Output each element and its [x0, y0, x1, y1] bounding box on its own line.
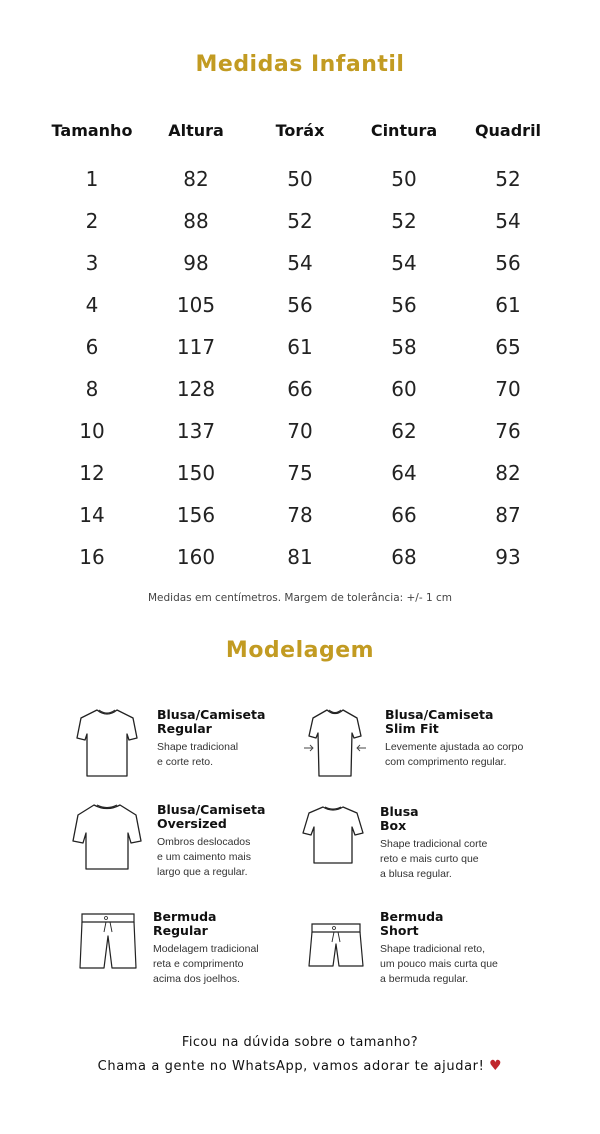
table-cell: 105 [176, 293, 216, 317]
table-row [40, 200, 560, 242]
fit-name: Bermuda Short [380, 909, 444, 938]
fit-item-box-tshirt [301, 805, 561, 895]
table-cell: 54 [287, 251, 313, 275]
table-cell: 3 [85, 251, 99, 275]
table-row [40, 494, 560, 536]
fit-item-regular-shorts [78, 910, 338, 1000]
table-cell: 76 [495, 419, 521, 443]
table-cell: 61 [495, 293, 521, 317]
table-header-row [40, 108, 560, 152]
table-cell: 128 [176, 377, 216, 401]
table-cell: 117 [176, 335, 216, 359]
column-header: Altura [168, 120, 224, 140]
fit-name: Blusa/Camiseta Regular [157, 707, 266, 736]
table-cell: 52 [495, 167, 521, 191]
table-cell: 54 [495, 209, 521, 233]
table-row [40, 536, 560, 578]
table-cell: 93 [495, 545, 521, 569]
fit-description: Shape tradicional corte reto e mais curto que a blusa regular. [380, 838, 488, 880]
table-row [40, 242, 560, 284]
table-cell: 14 [79, 503, 105, 527]
table-cell: 88 [183, 209, 209, 233]
table-cell: 52 [391, 209, 417, 233]
table-cell: 98 [183, 251, 209, 275]
table-row [40, 326, 560, 368]
table-cell: 12 [79, 461, 105, 485]
table-cell: 60 [391, 377, 417, 401]
table-cell: 82 [495, 461, 521, 485]
fit-name: Blusa/Camiseta Slim Fit [385, 707, 494, 736]
table-cell: 61 [287, 335, 313, 359]
footer-whatsapp-text: Chama a gente no WhatsApp, vamos adorar te ajudar! [97, 1059, 485, 1074]
fit-description: Shape tradicional reto, um pouco mais curta que a bermuda regular. [380, 943, 498, 985]
table-cell: 82 [183, 167, 209, 191]
column-header: Cintura [370, 120, 438, 140]
fit-description: Modelagem tradicional reta e comprimento acima dos joelhos. [153, 943, 259, 985]
table-cell: 66 [287, 377, 313, 401]
table-cell: 2 [85, 209, 99, 233]
column-header: Tamanho [51, 120, 133, 140]
fit-description: Ombros deslocados e um caimento mais largo que a regular. [157, 836, 251, 878]
regular-tshirt-icon [75, 708, 139, 780]
table-cell: 1 [85, 167, 99, 191]
table-cell: 4 [85, 293, 99, 317]
fit-description: Levemente ajustada ao corpo com comprimento regular. [385, 741, 524, 768]
column-header: Toráx [275, 120, 325, 140]
table-cell: 64 [391, 461, 417, 485]
table-cell: 52 [287, 209, 313, 233]
table-row [40, 410, 560, 452]
table-cell: 65 [495, 335, 521, 359]
table-cell: 10 [79, 419, 105, 443]
table-row [40, 158, 560, 200]
table-cell: 50 [287, 167, 313, 191]
table-cell: 56 [391, 293, 417, 317]
oversized-tshirt-icon [72, 803, 142, 875]
slim-fit-tshirt-icon [303, 708, 367, 780]
table-cell: 16 [79, 545, 105, 569]
footer-question: Ficou na dúvida sobre o tamanho? [181, 1035, 419, 1050]
table-cell: 66 [391, 503, 417, 527]
table-row [40, 452, 560, 494]
fit-name: Bermuda Regular [153, 909, 217, 938]
table-cell: 87 [495, 503, 521, 527]
table-cell: 75 [287, 461, 313, 485]
fit-item-oversized-tshirt [72, 803, 332, 893]
fit-item-regular-tshirt [75, 708, 335, 798]
table-cell: 68 [391, 545, 417, 569]
table-cell: 150 [176, 461, 216, 485]
table-cell: 58 [391, 335, 417, 359]
fit-description: Shape tradicional e corte reto. [157, 741, 239, 768]
table-row [40, 368, 560, 410]
table-cell: 160 [176, 545, 216, 569]
regular-shorts-icon [78, 910, 138, 974]
table-cell: 70 [287, 419, 313, 443]
table-cell: 56 [287, 293, 313, 317]
fit-item-slim-tshirt [303, 708, 563, 798]
size-table-title: Medidas Infantil [195, 52, 405, 77]
fit-name: Blusa/Camiseta Oversized [157, 802, 266, 831]
short-shorts-icon [306, 910, 366, 970]
heart-icon: ♥ [489, 1058, 503, 1074]
table-cell: 56 [495, 251, 521, 275]
table-cell: 54 [391, 251, 417, 275]
size-table [40, 108, 560, 578]
column-header: Quadril [474, 120, 542, 140]
box-tshirt-icon [301, 805, 365, 869]
fit-item-short-shorts [306, 910, 566, 1000]
table-cell: 81 [287, 545, 313, 569]
modelagem-title: Modelagem [225, 638, 375, 663]
table-cell: 78 [287, 503, 313, 527]
table-row [40, 284, 560, 326]
table-cell: 137 [176, 419, 216, 443]
tolerance-note: Medidas em centímetros. Margem de tolerância: +/- 1 cm [147, 592, 452, 604]
table-cell: 156 [176, 503, 216, 527]
fit-name: Blusa Box [380, 804, 419, 833]
table-cell: 8 [85, 377, 99, 401]
table-cell: 70 [495, 377, 521, 401]
footer-whatsapp-cta [0, 1058, 600, 1074]
table-cell: 62 [391, 419, 417, 443]
table-cell: 50 [391, 167, 417, 191]
table-cell: 6 [85, 335, 99, 359]
